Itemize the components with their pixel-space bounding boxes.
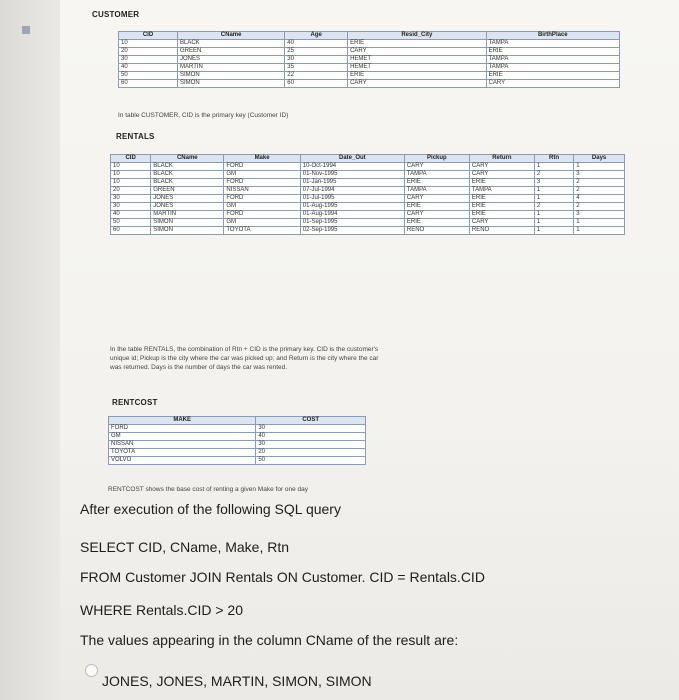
answer-option-1[interactable]: JONES, JONES, MARTIN, SIMON, SIMON [102,673,372,689]
table-cell: FORD [224,179,300,187]
table-row [119,72,620,80]
question-prompt: The values appearing in the column CName of the result are: [80,632,459,648]
table-cell: JONES [151,203,224,211]
table-row [109,441,366,449]
table-row [111,171,625,179]
table-cell: 3 [574,211,625,219]
table-cell: 3 [534,179,573,187]
table-cell: 01-Aug-1995 [300,203,404,211]
table-cell: BLACK [151,163,224,171]
table-row [111,211,625,219]
table-cell: 2 [574,203,625,211]
table-cell: SIMON [151,219,224,227]
table-cell: HEMET [348,56,486,64]
rentals-note-1: In the table RENTALS, the combination of Rtn + CID is the primary key. CID is the customer's [110,346,379,353]
table-cell: TAMPA [486,40,619,48]
rentals-col-header: Pickup [404,155,469,163]
rentals-note-2: unique id; Pickup is the city where the car was picked up; and Return is the city where the car [110,355,379,362]
table-cell: TOYOTA [109,449,256,457]
table-cell: GREEN [151,187,224,195]
table-cell: 10-Oct-1994 [300,163,404,171]
table-cell: MARTIN [178,64,285,72]
customer-header-row [119,32,620,40]
table-cell: 2 [534,171,573,179]
rentals-title: RENTALS [116,132,155,141]
table-row [119,48,620,56]
table-row [111,227,625,235]
table-cell: 2 [574,187,625,195]
table-cell: 50 [119,72,178,80]
table-anchor-icon [22,26,30,34]
table-cell: CARY [404,163,469,171]
table-cell: BLACK [151,179,224,187]
customer-col-header: CID [119,32,178,40]
rentals-note-3: was returned. Days is the number of days the car was rented. [110,364,288,371]
table-cell: 60 [111,227,151,235]
sql-select-line: SELECT CID, CName, Make, Rtn [80,539,290,555]
customer-note: In table CUSTOMER, CID is the primary key (Customer ID) [118,112,289,119]
table-cell: CARY [404,211,469,219]
rentals-body [111,163,625,235]
rentals-table [110,154,625,235]
table-cell: ERIE [469,195,534,203]
customer-body [119,40,620,88]
table-cell: ERIE [486,48,619,56]
table-cell: CARY [348,80,486,88]
table-cell: TAMPA [469,187,534,195]
table-cell: CARY [469,219,534,227]
table-cell: 40 [256,433,366,441]
table-cell: 20 [119,48,178,56]
table-row [111,179,625,187]
rentals-col-header: Days [574,155,625,163]
table-cell: 01-Aug-1994 [300,211,404,219]
customer-col-header: Resid_City [348,32,486,40]
table-row [109,425,366,433]
customer-col-header: Age [285,32,348,40]
table-cell: FORD [224,195,300,203]
table-row [111,187,625,195]
table-cell: 50 [256,457,366,465]
table-cell: 01-Nov-1995 [300,171,404,179]
table-cell: 1 [574,163,625,171]
table-cell: 2 [534,203,573,211]
page-shadow [0,0,60,700]
table-cell: NISSAN [224,187,300,195]
table-cell: 22 [285,72,348,80]
table-cell: 60 [285,80,348,88]
rentcost-col-header: MAKE [109,417,256,425]
table-cell: CARY [404,195,469,203]
rentcost-body [109,425,366,465]
table-cell: ERIE [404,219,469,227]
table-cell: GM [224,219,300,227]
table-cell: TAMPA [486,56,619,64]
table-cell: 25 [285,48,348,56]
sql-where-line: WHERE Rentals.CID > 20 [80,602,243,618]
table-cell: BLACK [151,171,224,179]
table-cell: 30 [111,195,151,203]
table-cell: FORD [224,163,300,171]
table-cell: CARY [348,48,486,56]
table-cell: 10 [111,179,151,187]
table-cell: CARY [486,80,619,88]
table-cell: GREEN [178,48,285,56]
rentals-col-header: CID [111,155,151,163]
table-cell: RENO [469,227,534,235]
customer-col-header: CName [178,32,285,40]
table-row [109,433,366,441]
table-cell: 50 [111,219,151,227]
table-cell: 40 [119,64,178,72]
table-cell: ERIE [469,203,534,211]
table-cell: 40 [111,211,151,219]
table-cell: ERIE [486,72,619,80]
table-cell: TOYOTA [224,227,300,235]
table-row [111,203,625,211]
table-cell: 30 [111,203,151,211]
rentcost-table [108,416,366,465]
table-cell: TAMPA [404,171,469,179]
table-cell: GM [109,433,256,441]
table-row [109,449,366,457]
rentals-col-header: Rtn [534,155,573,163]
table-cell: 10 [119,40,178,48]
table-cell: NISSAN [109,441,256,449]
rentals-col-header: Date_Out [300,155,404,163]
table-cell: SIMON [178,80,285,88]
table-cell: ERIE [469,179,534,187]
table-cell: 30 [119,56,178,64]
table-cell: JONES [178,56,285,64]
table-cell: 01-Jan-1995 [300,179,404,187]
table-cell: SIMON [151,227,224,235]
table-cell: 20 [256,449,366,457]
table-cell: 3 [574,171,625,179]
table-cell: 1 [534,227,573,235]
table-cell: 30 [285,56,348,64]
rentals-col-header: Make [224,155,300,163]
table-cell: 30 [256,425,366,433]
table-cell: FORD [224,211,300,219]
question-intro: After execution of the following SQL query [80,501,341,517]
rentcost-note: RENTCOST shows the base cost of renting a given Make for one day [108,486,309,493]
table-cell: GM [224,171,300,179]
table-cell: SIMON [178,72,285,80]
rentcost-header-row [109,417,366,425]
table-cell: ERIE [348,40,486,48]
table-cell: RENO [404,227,469,235]
table-cell: 35 [285,64,348,72]
rentcost-col-header: COST [256,417,366,425]
table-cell: 02-Sep-1995 [300,227,404,235]
table-cell: VOLVO [109,457,256,465]
table-cell: TAMPA [404,187,469,195]
customer-col-header: BirthPlace [486,32,619,40]
table-cell: 1 [534,163,573,171]
rentals-header-row [111,155,625,163]
table-cell: 2 [574,179,625,187]
table-cell: TAMPA [486,64,619,72]
sql-from-line: FROM Customer JOIN Rentals ON Customer. CID = Rentals.CID [80,569,485,585]
table-cell: ERIE [404,179,469,187]
table-cell: 1 [534,195,573,203]
table-cell: FORD [109,425,256,433]
table-cell: BLACK [178,40,285,48]
table-cell: CARY [469,163,534,171]
table-row [119,56,620,64]
table-cell: ERIE [469,211,534,219]
table-row [111,195,625,203]
rentals-col-header: Return [469,155,534,163]
customer-title: CUSTOMER [92,10,140,19]
rentcost-title: RENTCOST [112,398,158,407]
table-cell: 01-Jul-1995 [300,195,404,203]
table-cell: 20 [111,187,151,195]
table-cell: 4 [574,195,625,203]
table-row [119,64,620,72]
table-cell: 1 [534,211,573,219]
customer-table [118,31,620,88]
table-cell: 60 [119,80,178,88]
table-cell: CARY [469,171,534,179]
table-cell: ERIE [404,203,469,211]
table-cell: 10 [111,163,151,171]
table-row [119,40,620,48]
table-cell: HEMET [348,64,486,72]
table-cell: 07-Jul-1994 [300,187,404,195]
table-cell: ERIE [348,72,486,80]
table-cell: 1 [574,227,625,235]
table-cell: 01-Sep-1995 [300,219,404,227]
answer-radio-button[interactable] [85,664,98,677]
table-cell: 40 [285,40,348,48]
table-cell: 30 [256,441,366,449]
table-cell: 1 [534,187,573,195]
table-row [119,80,620,88]
table-row [109,457,366,465]
table-cell: 10 [111,171,151,179]
table-row [111,219,625,227]
table-cell: GM [224,203,300,211]
table-row [111,163,625,171]
table-cell: 1 [534,219,573,227]
table-cell: MARTIN [151,211,224,219]
table-cell: JONES [151,195,224,203]
rentals-col-header: CName [151,155,224,163]
table-cell: 1 [574,219,625,227]
